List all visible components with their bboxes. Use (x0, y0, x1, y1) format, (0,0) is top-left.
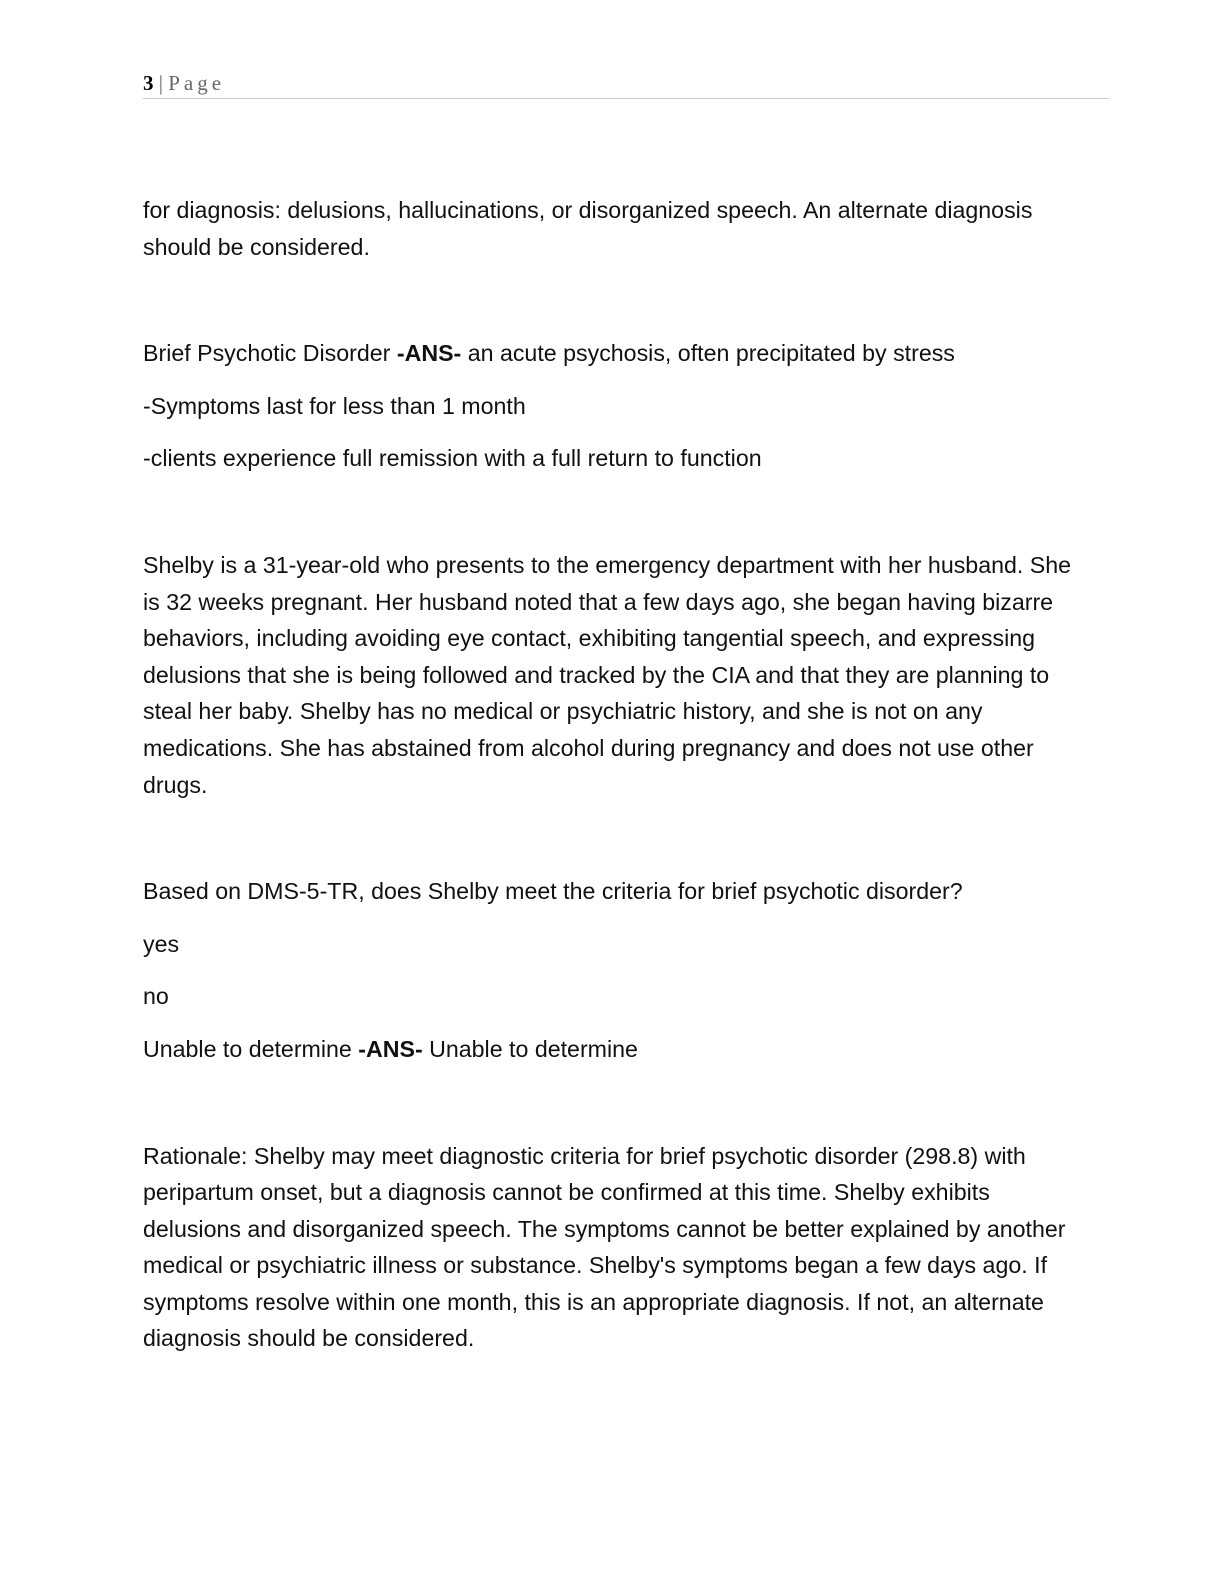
term-answer: an acute psychosis, often precipitated by stress (461, 340, 955, 367)
ans-marker: -ANS- (396, 340, 462, 367)
header-separator: | (153, 71, 169, 95)
page-header (143, 70, 1109, 99)
page-label: Page (168, 71, 226, 95)
case-vignette: Shelby is a 31-year-old who presents to the emergency department with her husband. She is 32 weeks pregnant. Her husband noted that a few days ago, she began having bizarre behaviors, including avoiding eye contact, exhibiting tangential speech, and expressing delusions that she is being followed and tracked by the CIA and that they are planning to steal her baby. Shelby has no medical or psychiatric history, and she is not on any medications. She has abstained from alcohol during pregnancy and does not use other drugs. (143, 551, 1072, 798)
bullet-symptoms: -Symptoms last for less than 1 month (143, 392, 526, 419)
option-yes: yes (143, 930, 180, 957)
option-unable: Unable to determine (143, 1035, 359, 1062)
ans-marker: -ANS- (358, 1035, 423, 1062)
paragraph-continued: for diagnosis: delusions, hallucinations, or disorganized speech. An alternate diagnosis should be considered. (143, 197, 1033, 260)
option-no: no (143, 983, 169, 1010)
question-text: Based on DMS-5-TR, does Shelby meet the criteria for brief psychotic disorder? (143, 878, 963, 905)
document-body (143, 192, 1083, 1357)
term-definition (143, 335, 1083, 372)
page-number: 3 (143, 71, 154, 95)
question-answer: Unable to determine (422, 1035, 638, 1062)
rationale-text: Rationale: Shelby may meet diagnostic criteria for brief psychotic disorder (298.8) with peripartum onset, but a diagnosis cannot be confirmed at this time. Shelby exhibits delusions and disorganized speech. The symptoms cannot be better explained by another medical or psychiatric illness or substance. Shelby's symptoms began a few days ago. If symptoms resolve within one month, this is an appropriate diagnosis. If not, an alternate diagnosis should be considered. (143, 1142, 1066, 1352)
option-unable-with-answer (143, 1031, 1083, 1068)
bullet-remission: -clients experience full remission with a full return to function (143, 445, 762, 472)
term-label: Brief Psychotic Disorder (143, 340, 397, 367)
